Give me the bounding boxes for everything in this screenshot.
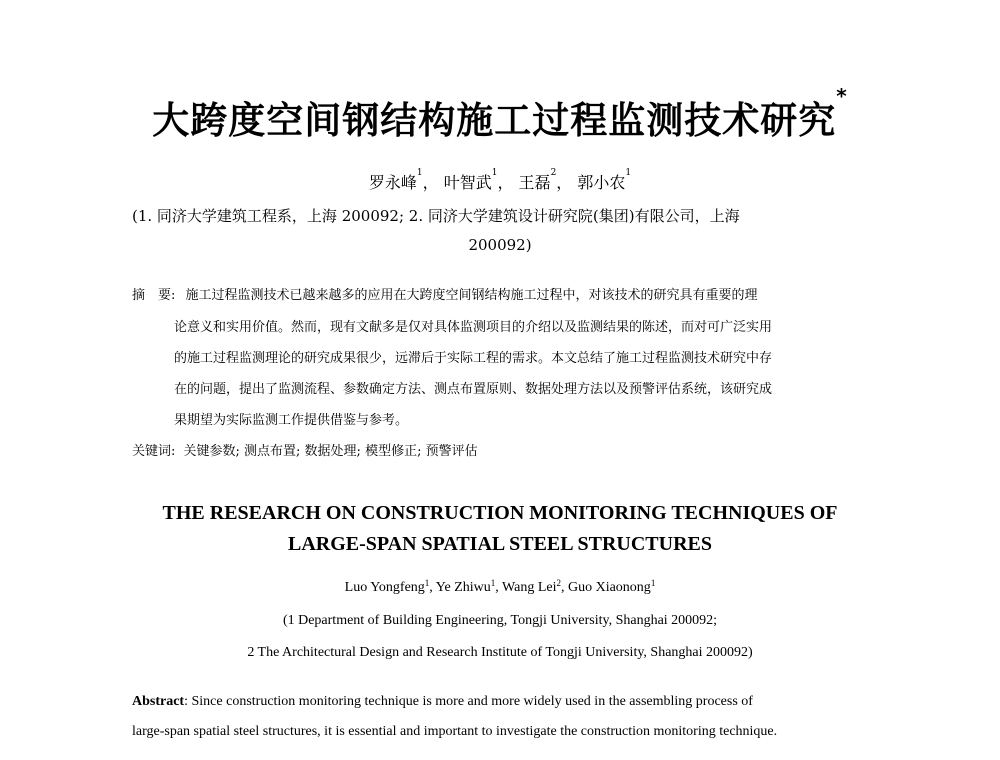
author-cn: 王磊 bbox=[518, 173, 551, 192]
author-separator: , bbox=[429, 580, 436, 595]
paper-title-cn-text: 大跨度空间钢结构施工过程监测技术研究 bbox=[152, 99, 837, 142]
author-cn: 郭小农 bbox=[577, 173, 626, 192]
author-separator: ， bbox=[497, 173, 514, 192]
author-cn: 罗永峰 bbox=[368, 173, 417, 192]
affiliation-cn-line1: (1. 同济大学建筑工程系，上海 200092; 2. 同济大学建筑设计研究院(集团)有限公司，上海 bbox=[132, 207, 740, 225]
abstract-en-label: Abstract bbox=[132, 694, 185, 709]
affiliation-en-line2: 2 The Architectural Design and Research Institute of Tongji University, Shanghai 200092) bbox=[247, 645, 753, 660]
author-cn: 叶智武 bbox=[443, 173, 492, 192]
paper-title-en-line1: THE RESEARCH ON CONSTRUCTION MONITORING TECHNIQUES OF bbox=[162, 502, 838, 524]
paper-title-cn bbox=[0, 84, 1000, 144]
author-affil-mark: 1 bbox=[416, 168, 423, 178]
authors-en bbox=[0, 580, 1000, 596]
authors-cn bbox=[0, 170, 1000, 193]
keywords-cn bbox=[132, 440, 478, 459]
author-en: Luo Yongfeng bbox=[344, 580, 425, 595]
abstract-en-line: large-span spatial steel structures, it is essential and important to investigate the construction monitoring technique. bbox=[132, 724, 778, 739]
author-separator: ， bbox=[422, 173, 439, 192]
keywords-cn-text: 关键参数; 测点布置; 数据处理; 模型修正; 预警评估 bbox=[183, 444, 478, 459]
affiliation-en-line1: (1 Department of Building Engineering, Tongji University, Shanghai 200092; bbox=[282, 613, 718, 628]
author-en: Wang Lei bbox=[502, 580, 557, 595]
author-separator: ， bbox=[556, 173, 573, 192]
author-affil-mark: 1 bbox=[424, 578, 430, 588]
affiliation-cn-line2: 200092) bbox=[468, 236, 532, 254]
abstract-cn-line bbox=[132, 284, 758, 303]
abstract-en-text: : Since construction monitoring technique is more and more widely used in the assembling process of bbox=[184, 694, 753, 709]
author-en: Ye Zhiwu bbox=[435, 580, 491, 595]
author-separator: , bbox=[495, 580, 503, 595]
author-affil-mark: 2 bbox=[556, 578, 561, 588]
abstract-cn-label: 摘 要: bbox=[132, 288, 176, 303]
keywords-cn-label: 关键词: bbox=[132, 444, 176, 459]
abstract-cn-line: 果期望为实际监测工作提供借鉴与参考。 bbox=[174, 413, 409, 428]
abstract-cn-line: 的施工过程监测理论的研究成果很少，远滞后于实际工程的需求。本文总结了施工过程监测技术研究中存 bbox=[174, 351, 773, 366]
author-affil-mark: 1 bbox=[625, 168, 632, 178]
abstract-cn-line: 在的问题，提出了监测流程、参数确定方法、测点布置原则、数据处理方法以及预警评估系统，该研究成 bbox=[174, 382, 773, 397]
author-affil-mark: 1 bbox=[650, 578, 656, 588]
author-en: Guo Xiaonong bbox=[567, 580, 651, 595]
author-separator: , bbox=[560, 580, 568, 595]
abstract-cn-text: 施工过程监测技术已越来越多的应用在大跨度空间钢结构施工过程中，对该技术的研究具有重要的理 bbox=[185, 288, 758, 303]
abstract-cn-line: 论意义和实用价值。然而，现有文献多是仅对具体监测项目的介绍以及监测结果的陈述，而对可广泛实用 bbox=[174, 320, 773, 335]
author-affil-mark: 1 bbox=[491, 168, 498, 178]
abstract-en-line bbox=[132, 694, 753, 710]
author-affil-mark: 1 bbox=[490, 578, 496, 588]
paper-title-en-line2: LARGE-SPAN SPATIAL STEEL STRUCTURES bbox=[287, 533, 712, 555]
title-footnote-mark: * bbox=[836, 84, 848, 108]
author-affil-mark: 2 bbox=[550, 168, 557, 178]
